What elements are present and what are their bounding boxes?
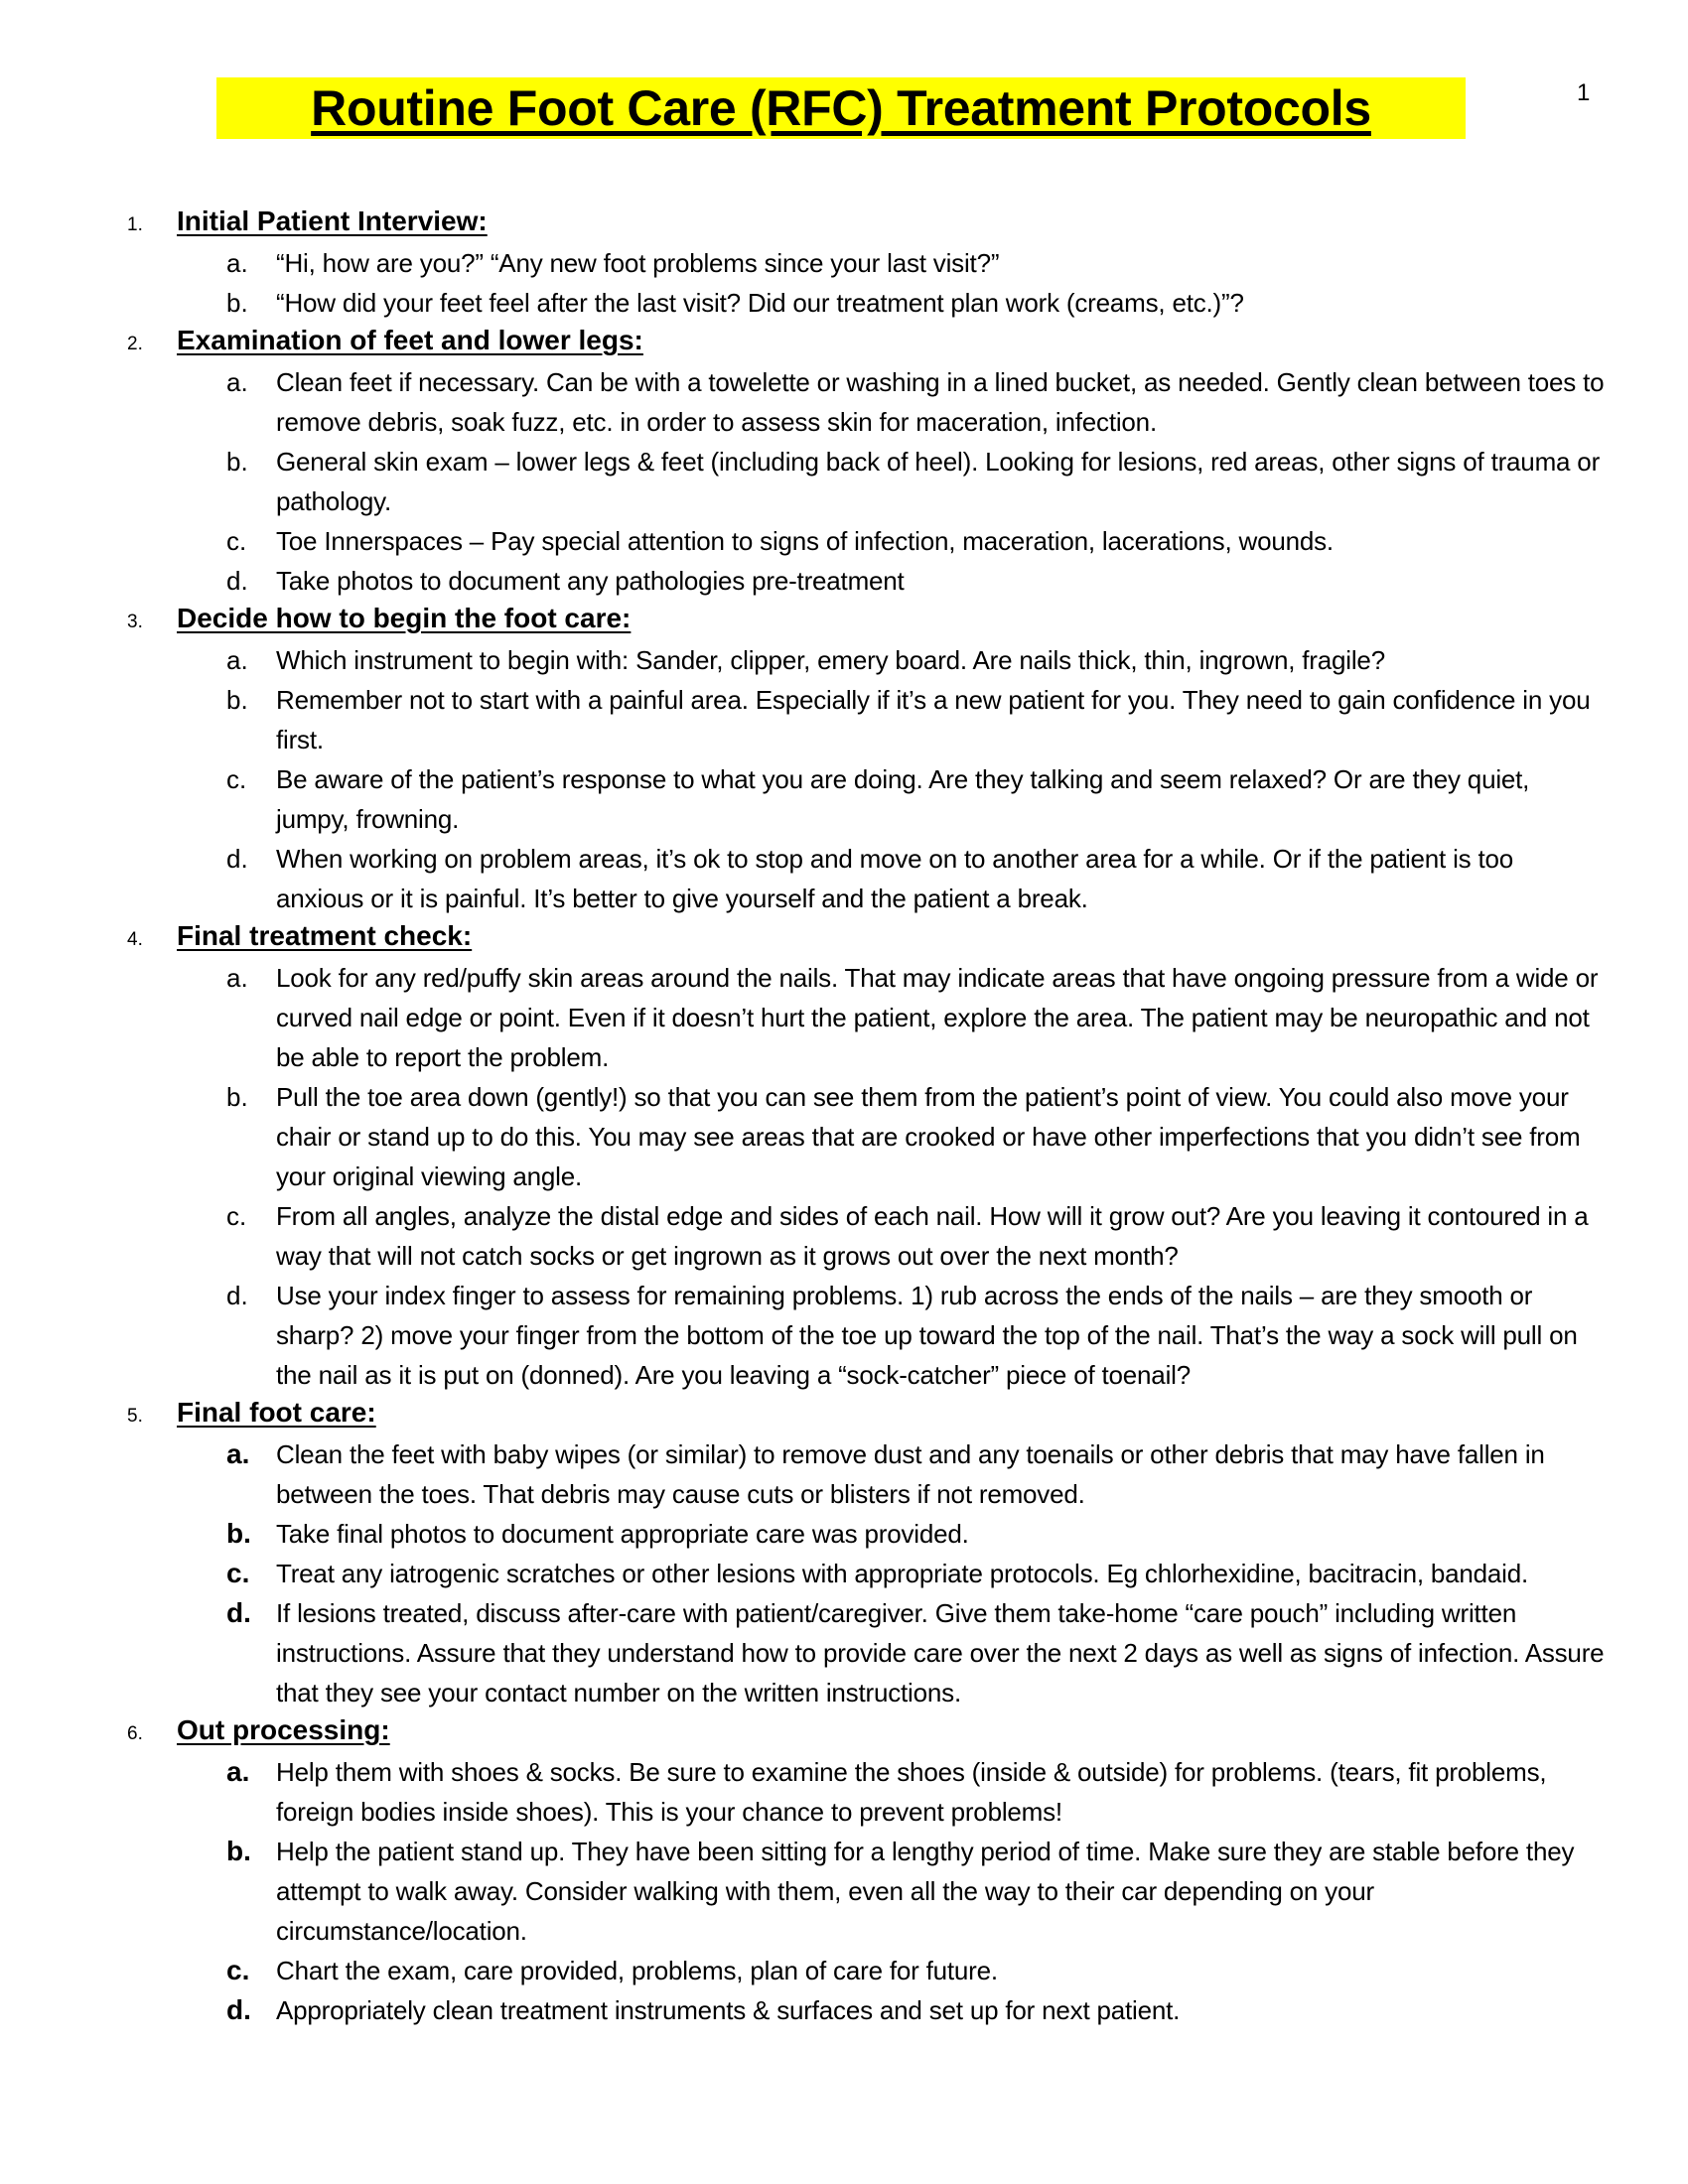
list-item: [0, 442, 1688, 521]
item-text: General skin exam – lower legs & feet (including back of heel). Looking for lesions, red areas, other signs of trauma or pathology.: [276, 447, 1601, 516]
section-heading: [0, 323, 1688, 362]
section-items: [0, 243, 1688, 323]
item-letter: c.: [226, 1201, 247, 1231]
section-title: Out processing:: [177, 1714, 390, 1745]
section-items: [0, 1434, 1688, 1712]
list-item: [0, 839, 1688, 918]
item-text: “Hi, how are you?” “Any new foot problems since your last visit?”: [276, 248, 1000, 278]
item-text: Take final photos to document appropriate care was provided.: [276, 1519, 969, 1549]
protocol-section: [0, 918, 1688, 1395]
item-letter: d.: [226, 1281, 248, 1310]
item-letter: b.: [226, 447, 248, 477]
item-letter: a.: [226, 248, 248, 278]
item-letter: b.: [226, 1082, 248, 1112]
list-item: [0, 1752, 1688, 1832]
item-text: Look for any red/puffy skin areas around the nails. That may indicate areas that have ongoing pressure from a wide or curved nail edge or point. Even if it doesn’t hurt the patient, explore the area. The patient may be neuropathic and not be able to report the problem.: [276, 963, 1599, 1072]
item-text: “How did your feet feel after the last visit? Did our treatment plan work (creams, etc.)”?: [276, 288, 1244, 318]
item-letter: c.: [226, 764, 247, 794]
section-title: Examination of feet and lower legs:: [177, 325, 643, 355]
list-item: [0, 759, 1688, 839]
list-item: [0, 1832, 1688, 1951]
item-text: Chart the exam, care provided, problems, plan of care for future.: [276, 1956, 998, 1985]
list-item: [0, 1990, 1688, 2030]
section-items: [0, 958, 1688, 1395]
list-item: [0, 243, 1688, 283]
section-heading: [0, 918, 1688, 958]
section-number: 2.: [127, 334, 143, 354]
protocol-section: [0, 1395, 1688, 1712]
list-item: [0, 1593, 1688, 1712]
page-number: 1: [1577, 79, 1591, 106]
section-heading: [0, 1395, 1688, 1434]
list-item: [0, 1276, 1688, 1395]
item-letter: b.: [226, 685, 248, 715]
list-item: [0, 521, 1688, 561]
item-text: Be aware of the patient’s response to what you are doing. Are they talking and seem relaxed? Or are they quiet, jumpy, frowning.: [276, 764, 1530, 834]
item-text: From all angles, analyze the distal edge and sides of each nail. How will it grow out? Are you leaving it contoured in a way that will not catch socks or get ingrown as it grows out over the next month?: [276, 1201, 1589, 1271]
section-number: 4.: [127, 929, 143, 950]
item-text: Help the patient stand up. They have been sitting for a lengthy period of time. Make sure they are stable before they attempt to walk away. Consider walking with them, even all the way to their car depending on your circumstance/location.: [276, 1837, 1575, 1946]
item-text: Help them with shoes & socks. Be sure to examine the shoes (inside & outside) for problems. (tears, fit problems, foreign bodies inside shoes). This is your chance to prevent problems!: [276, 1757, 1547, 1827]
list-item: [0, 680, 1688, 759]
item-letter: b.: [226, 1518, 251, 1549]
section-title: Decide how to begin the foot care:: [177, 603, 632, 633]
item-text: Treat any iatrogenic scratches or other lesions with appropriate protocols. Eg chlorhexidine, bacitracin, bandaid.: [276, 1559, 1529, 1588]
item-letter: d.: [226, 1994, 251, 2025]
protocol-section: [0, 204, 1688, 323]
protocol-section: [0, 601, 1688, 918]
protocol-section: [0, 323, 1688, 601]
item-text: Which instrument to begin with: Sander, clipper, emery board. Are nails thick, thin, ingrown, fragile?: [276, 645, 1385, 675]
section-number: 5.: [127, 1406, 143, 1427]
item-letter: a.: [226, 1438, 250, 1469]
list-item: [0, 1196, 1688, 1276]
section-number: 6.: [127, 1723, 143, 1744]
item-text: If lesions treated, discuss after-care with patient/caregiver. Give them take-home “care pouch” including written instructions. Assure that they understand how to provide care over the next 2 days as well as signs of infection. Assure that they see your contact number on the written instructions.: [276, 1598, 1605, 1707]
item-text: Take photos to document any pathologies pre-treatment: [276, 566, 905, 596]
list-item: [0, 640, 1688, 680]
item-letter: c.: [226, 526, 247, 556]
item-text: Clean feet if necessary. Can be with a towelette or washing in a lined bucket, as needed. Gently clean between toes to remove debris, soak fuzz, etc. in order to assess skin for maceration, infection.: [276, 367, 1605, 437]
section-title: Final treatment check:: [177, 920, 473, 951]
section-items: [0, 362, 1688, 601]
item-text: Clean the feet with baby wipes (or similar) to remove dust and any toenails or other debris that may have fallen in between the toes. That debris may cause cuts or blisters if not removed.: [276, 1439, 1545, 1509]
item-text: Use your index finger to assess for remaining problems. 1) rub across the ends of the nails – are they smooth or sharp? 2) move your finger from the bottom of the toe up toward the top of the nail. That’s the way a sock will pull on the nail as it is put on (donned). Are you leaving a “sock-catcher” piece of toenail?: [276, 1281, 1578, 1390]
title-highlight: [216, 77, 1466, 139]
list-item: [0, 283, 1688, 323]
item-letter: d.: [226, 844, 248, 874]
item-letter: b.: [226, 288, 248, 318]
item-letter: d.: [226, 566, 248, 596]
item-letter: a.: [226, 645, 248, 675]
section-number: 1.: [127, 214, 143, 235]
section-title: Final foot care:: [177, 1397, 376, 1428]
section-number: 3.: [127, 612, 143, 632]
item-letter: a.: [226, 1756, 250, 1787]
section-title: Initial Patient Interview:: [177, 205, 488, 236]
list-item: [0, 362, 1688, 442]
item-letter: a.: [226, 367, 248, 397]
list-item: [0, 1077, 1688, 1196]
list-item: [0, 958, 1688, 1077]
item-letter: d.: [226, 1597, 251, 1628]
list-item: [0, 1514, 1688, 1554]
list-item: [0, 1434, 1688, 1514]
item-letter: a.: [226, 963, 248, 993]
protocol-section: [0, 1712, 1688, 2030]
item-letter: c.: [226, 1558, 250, 1588]
list-item: [0, 1951, 1688, 1990]
protocol-sections: [0, 204, 1688, 2030]
section-items: [0, 1752, 1688, 2030]
section-heading: [0, 601, 1688, 640]
section-heading: [0, 1712, 1688, 1752]
section-heading: [0, 204, 1688, 243]
item-text: When working on problem areas, it’s ok to stop and move on to another area for a while. Or if the patient is too anxious or it is painful. It’s better to give yourself and the patient a break.: [276, 844, 1514, 913]
item-text: Toe Innerspaces – Pay special attention to signs of infection, maceration, lacerations, wounds.: [276, 526, 1334, 556]
item-text: Appropriately clean treatment instruments & surfaces and set up for next patient.: [276, 1995, 1181, 2025]
list-item: [0, 1554, 1688, 1593]
item-letter: b.: [226, 1836, 251, 1866]
item-text: Remember not to start with a painful area. Especially if it’s a new patient for you. They need to gain confidence in you first.: [276, 685, 1591, 754]
item-text: Pull the toe area down (gently!) so that you can see them from the patient’s point of view. You could also move your chair or stand up to do this. You may see areas that are crooked or have other imperfections that you didn’t see from your original viewing angle.: [276, 1082, 1581, 1191]
item-letter: c.: [226, 1955, 250, 1985]
list-item: [0, 561, 1688, 601]
section-items: [0, 640, 1688, 918]
document-title: Routine Foot Care (RFC) Treatment Protocols: [311, 80, 1371, 136]
